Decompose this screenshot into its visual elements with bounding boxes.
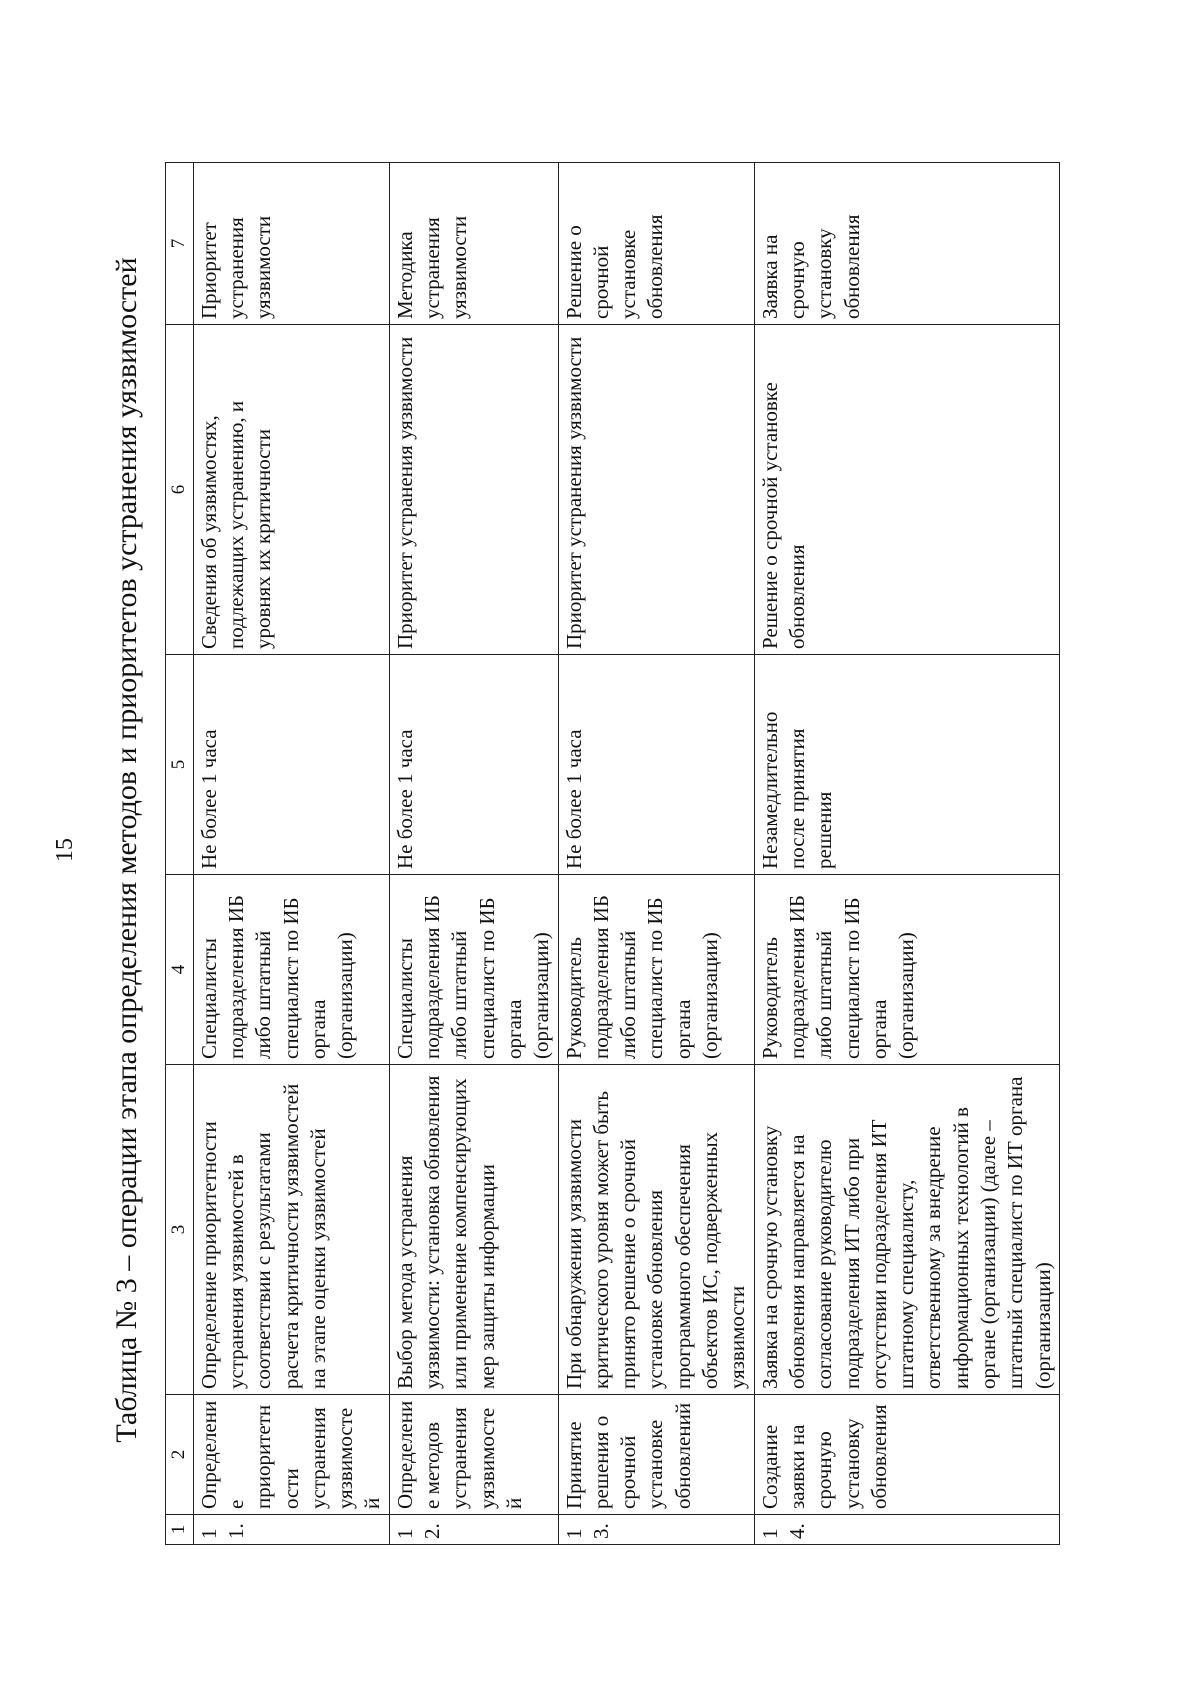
operation-name: Создание заявки на срочную установку обновления — [754, 1395, 1059, 1515]
column-header: 7 — [166, 163, 194, 325]
column-header: 1 — [166, 1515, 194, 1545]
rotated-page — [40, 70, 1160, 1630]
output-data: Приоритет устранения уязвимости — [193, 163, 389, 325]
operation-name: Определение приоритетности устранения уязвимостей — [193, 1395, 389, 1515]
responsible: Руководитель подразделения ИБ либо штатный специалист по ИБ органа (организации) — [558, 875, 754, 1065]
operation-description: Выбор метода устранения уязвимости: установка обновления или применение компенсирующих мер защиты информации — [389, 1065, 558, 1395]
responsible: Руководитель подразделения ИБ либо штатный специалист по ИБ органа (организации) — [754, 875, 1059, 1065]
column-header: 2 — [166, 1395, 194, 1515]
responsible: Специалисты подразделения ИБ либо штатный специалист по ИБ органа (организации) — [389, 875, 558, 1065]
duration: Незамедлительно после принятия решения — [754, 655, 1059, 875]
column-header: 6 — [166, 325, 194, 655]
input-data: Сведения об уязвимостях, подлежащих устранению, и уровнях их критичности — [193, 325, 389, 655]
input-data: Приоритет устранения уязвимости — [389, 325, 558, 655]
row-number: 12. — [389, 1515, 558, 1545]
operation-description: Заявка на срочную установку обновления направляется на согласование руководителю подразделения ИТ либо при отсутствии подразделения ИТ штатному специалисту, ответственному за внедрение информационных технологий в органе (организации) (далее – штатный специалист по ИТ органа (организации) — [754, 1065, 1059, 1395]
operation-description: При обнаружении уязвимости критического уровня может быть принято решение о срочной установке обновления программного обеспечения объектов ИС, подверженных уязвимости — [558, 1065, 754, 1395]
output-data: Заявка на срочную установку обновления — [754, 163, 1059, 325]
duration: Не более 1 часа — [558, 655, 754, 875]
input-data: Решение о срочной установке обновления — [754, 325, 1059, 655]
table-row — [558, 163, 754, 1545]
table-header-row — [166, 163, 194, 1545]
output-data: Решение о срочной установке обновления — [558, 163, 754, 325]
table-row — [389, 163, 558, 1545]
responsible: Специалисты подразделения ИБ либо штатный специалист по ИБ органа (организации) — [193, 875, 389, 1065]
operation-name: Определение методов устранения уязвимостей — [389, 1395, 558, 1515]
duration: Не более 1 часа — [389, 655, 558, 875]
page-number: 15 — [52, 838, 78, 862]
output-data: Методика устранения уязвимости — [389, 163, 558, 325]
operations-table — [165, 162, 1060, 1545]
table-caption: Таблица № 3 – операции этапа определения методов и приоритетов устранения уязвимостей — [110, 257, 143, 1443]
row-number: 14. — [754, 1515, 1059, 1545]
input-data: Приоритет устранения уязвимости — [558, 325, 754, 655]
operation-name: Принятие решения о срочной установке обновлений — [558, 1395, 754, 1515]
table-row — [193, 163, 389, 1545]
operation-description: Определение приоритетности устранения уязвимостей в соответствии с результатами расчета критичности уязвимостей на этапе оценки уязвимостей — [193, 1065, 389, 1395]
row-number: 11. — [193, 1515, 389, 1545]
table-row — [754, 163, 1059, 1545]
column-header: 5 — [166, 655, 194, 875]
row-number: 13. — [558, 1515, 754, 1545]
column-header: 3 — [166, 1065, 194, 1395]
duration: Не более 1 часа — [193, 655, 389, 875]
column-header: 4 — [166, 875, 194, 1065]
